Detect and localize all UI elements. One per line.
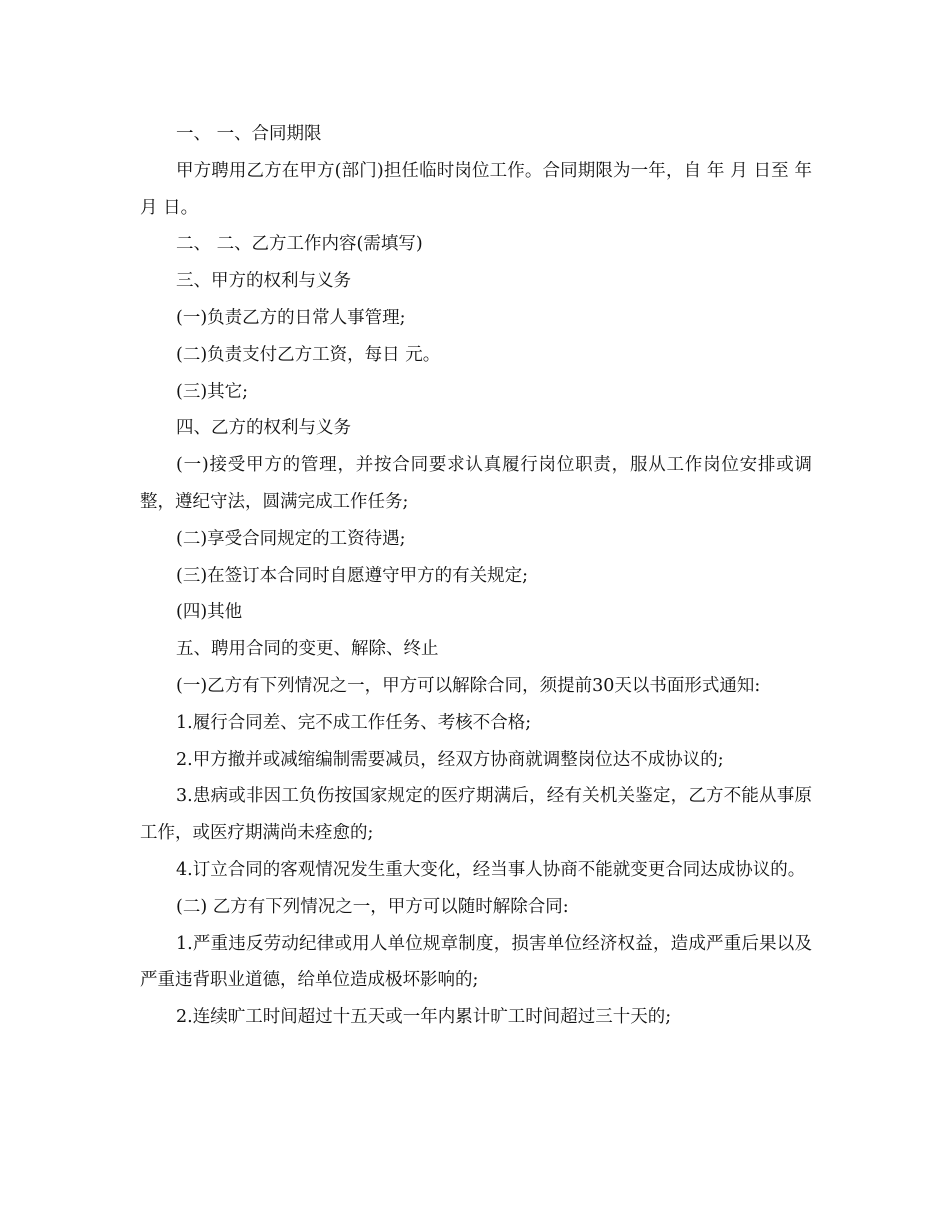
list-item: (二)负责支付乙方工资，每日 元。 bbox=[176, 344, 441, 365]
list-item: 4.订立合同的客观情况发生重大变化，经当事人协商不能就变更合同达成协议的。 bbox=[176, 859, 806, 880]
section-heading-contract-term: 一、 一、合同期限 bbox=[176, 124, 322, 144]
section-heading-work-content: 二、 二、乙方工作内容(需填写) bbox=[176, 234, 423, 255]
section-heading-contract-change: 五、聘用合同的变更、解除、终止 bbox=[176, 639, 439, 660]
list-item: 1.履行合同差、完不成工作任务、考核不合格; bbox=[176, 712, 532, 733]
list-item: 3.患病或非因工负伤按国家规定的医疗期满后，经有关机关鉴定，乙方不能从事原工作，或医疗期满尚未痊愈的; bbox=[140, 786, 812, 844]
subsection-heading-immediate-termination: (二) 乙方有下列情况之一，甲方可以随时解除合同: bbox=[176, 896, 569, 917]
list-item: (一)负责乙方的日常人事管理; bbox=[176, 307, 406, 328]
document-body bbox=[140, 116, 812, 1036]
list-item: 2.连续旷工时间超过十五天或一年内累计旷工时间超过三十天的; bbox=[176, 1007, 672, 1028]
section-heading-party-a-rights: 三、甲方的权利与义务 bbox=[176, 271, 351, 292]
list-item: (四)其他 bbox=[176, 602, 243, 623]
subsection-heading-notice-termination: (一)乙方有下列情况之一，甲方可以解除合同，须提前30天以书面形式通知: bbox=[176, 675, 761, 696]
list-item: (二)享受合同规定的工资待遇; bbox=[176, 528, 406, 549]
paragraph-contract-term: 甲方聘用乙方在甲方(部门)担任临时岗位工作。合同期限为一年，自 年 月 日至 年 月 日。 bbox=[140, 160, 812, 218]
list-item: 1.严重违反劳动纪律或用人单位规章制度，损害单位经济权益，造成严重后果以及严重违背职业道德，给单位造成极坏影响的; bbox=[140, 933, 812, 991]
section-heading-party-b-rights: 四、乙方的权利与义务 bbox=[176, 418, 351, 439]
list-item: (三)其它; bbox=[176, 381, 249, 402]
list-item: (一)接受甲方的管理，并按合同要求认真履行岗位职责，服从工作岗位安排或调整，遵纪守法，圆满完成工作任务; bbox=[140, 455, 812, 512]
list-item: (三)在签订本合同时自愿遵守甲方的有关规定; bbox=[176, 565, 529, 586]
list-item: 2.甲方撤并或减缩编制需要减员，经双方协商就调整岗位达不成协议的; bbox=[176, 749, 724, 770]
